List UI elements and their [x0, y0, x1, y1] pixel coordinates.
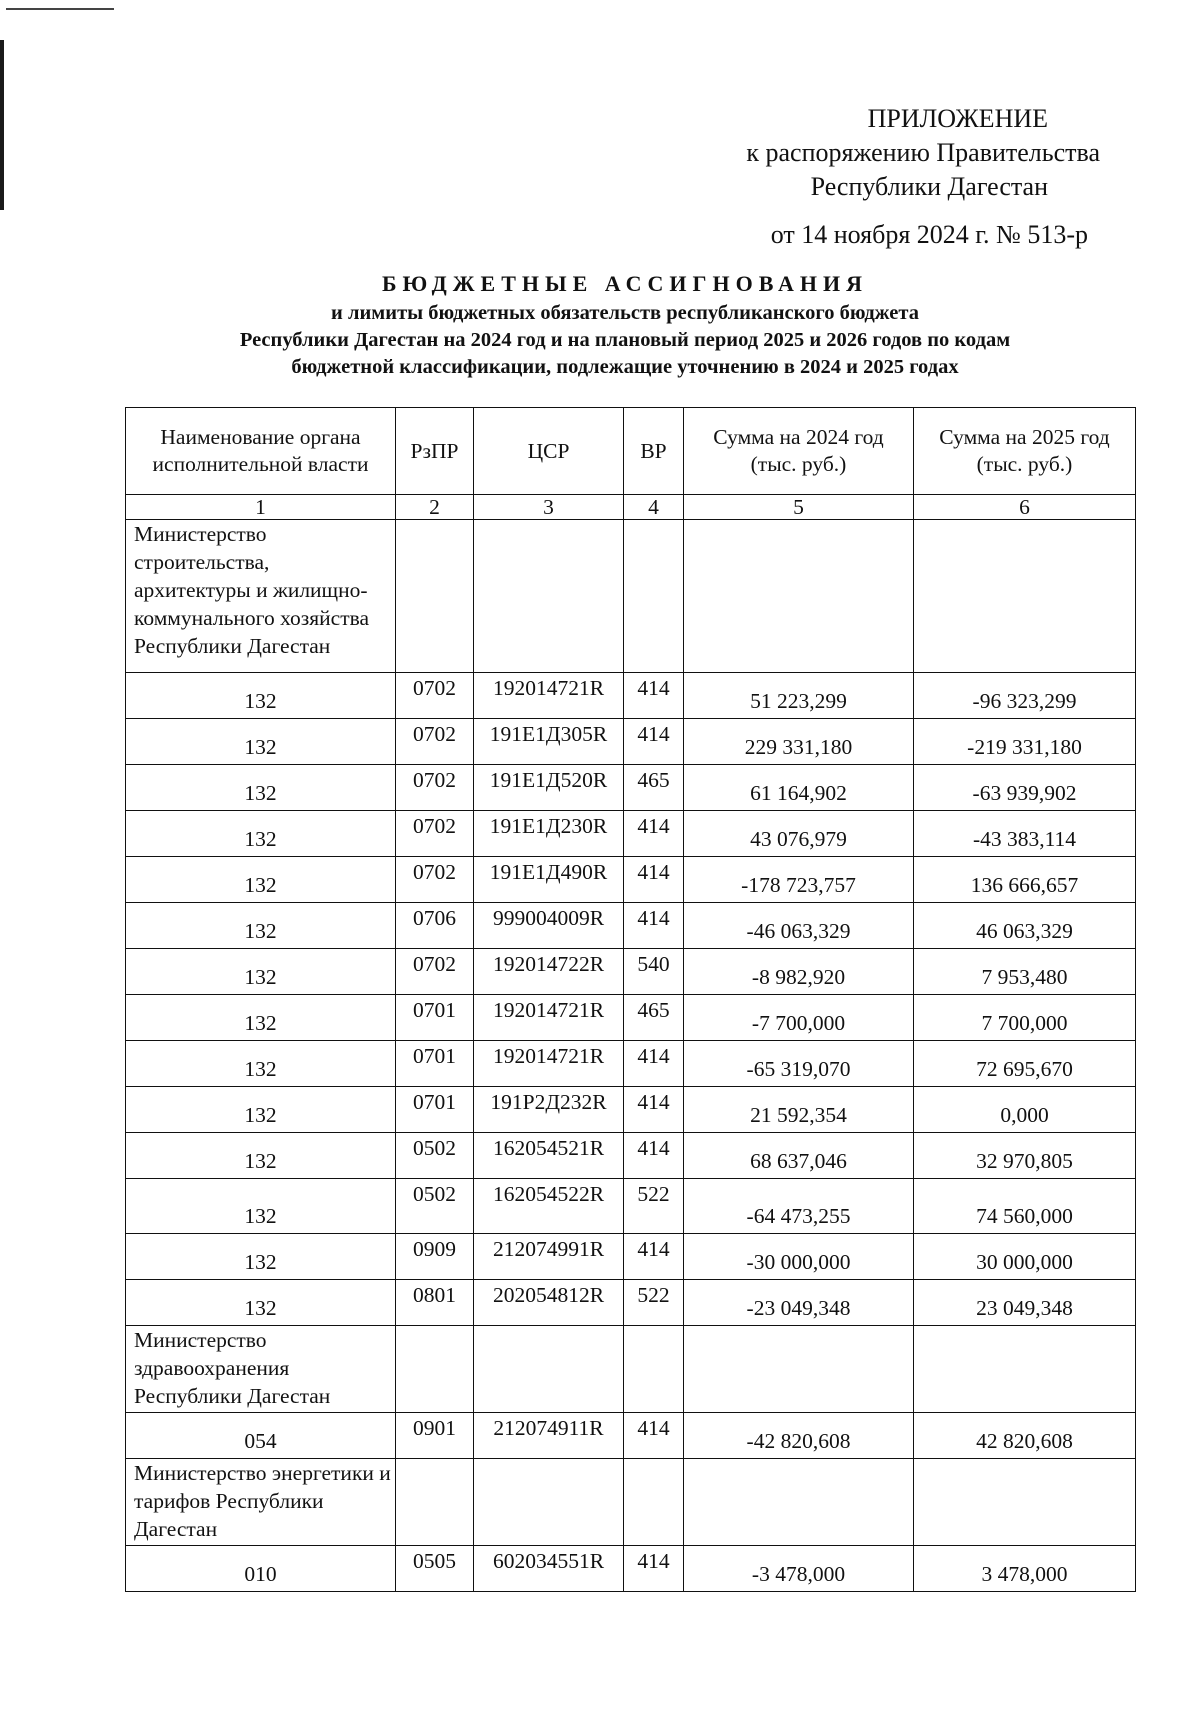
table-row	[126, 1087, 1136, 1133]
column-number: 4	[624, 495, 684, 520]
cell-sum2024: 229 331,180	[684, 719, 914, 765]
cell-csr: 191E1Д490R	[474, 857, 624, 903]
cell-sum2024: -30 000,000	[684, 1234, 914, 1280]
cell-rzpr: 0702	[396, 719, 474, 765]
cell-vr: 414	[624, 719, 684, 765]
cell-code: 132	[126, 1280, 396, 1326]
cell-sum2024: -64 473,255	[684, 1179, 914, 1234]
cell-vr: 414	[624, 811, 684, 857]
table-row	[126, 1234, 1136, 1280]
cell-rzpr: 0701	[396, 1041, 474, 1087]
table-row	[126, 719, 1136, 765]
cell-rzpr: 0701	[396, 995, 474, 1041]
scan-edge-mark	[0, 40, 4, 210]
cell-csr: 202054812R	[474, 1280, 624, 1326]
cell-rzpr: 0702	[396, 811, 474, 857]
org-row	[126, 1326, 1136, 1413]
org-row	[126, 1459, 1136, 1546]
cell-sum2024: 51 223,299	[684, 673, 914, 719]
cell-sum2025: -219 331,180	[914, 719, 1136, 765]
cell-csr: 192014721R	[474, 1041, 624, 1087]
empty-cell	[684, 520, 914, 673]
table-row	[126, 811, 1136, 857]
table-row	[126, 1413, 1136, 1459]
org-row	[126, 520, 1136, 673]
cell-code: 132	[126, 719, 396, 765]
cell-code: 132	[126, 949, 396, 995]
heading-sub-1: и лимиты бюджетных обязательств республиканского бюджета	[331, 302, 919, 324]
cell-code: 132	[126, 857, 396, 903]
cell-rzpr: 0702	[396, 673, 474, 719]
cell-csr: 162054522R	[474, 1179, 624, 1234]
appendix-republic-line: Республики Дагестан	[810, 172, 1048, 201]
cell-sum2024: -3 478,000	[684, 1546, 914, 1592]
cell-sum2024: -8 982,920	[684, 949, 914, 995]
org-name: Министерство энергетики и тарифов Республики Дагестан	[126, 1459, 396, 1546]
empty-cell	[684, 1459, 914, 1546]
table-row	[126, 995, 1136, 1041]
empty-cell	[914, 1326, 1136, 1413]
table-row	[126, 857, 1136, 903]
cell-code: 132	[126, 1087, 396, 1133]
cell-rzpr: 0502	[396, 1133, 474, 1179]
cell-vr: 522	[624, 1280, 684, 1326]
appendix-decree-line: к распоряжению Правительства	[746, 138, 1100, 167]
cell-vr: 414	[624, 1234, 684, 1280]
cell-vr: 540	[624, 949, 684, 995]
cell-csr: 162054521R	[474, 1133, 624, 1179]
empty-cell	[914, 520, 1136, 673]
table-row	[126, 673, 1136, 719]
table-row	[126, 1280, 1136, 1326]
column-number: 5	[684, 495, 914, 520]
cell-rzpr: 0909	[396, 1234, 474, 1280]
cell-rzpr: 0502	[396, 1179, 474, 1234]
cell-csr: 191E1Д305R	[474, 719, 624, 765]
heading-main: БЮДЖЕТНЫЕ АССИГНОВАНИЯ	[382, 271, 868, 296]
cell-vr: 465	[624, 995, 684, 1041]
empty-cell	[624, 1326, 684, 1413]
header-sum-2024: Сумма на 2024 год (тыс. руб.)	[684, 408, 914, 495]
cell-vr: 414	[624, 857, 684, 903]
cell-sum2024: 43 076,979	[684, 811, 914, 857]
cell-csr: 192014721R	[474, 995, 624, 1041]
header-org: Наименование органа исполнительной власти	[126, 408, 396, 495]
table-row	[126, 1546, 1136, 1592]
cell-code: 132	[126, 995, 396, 1041]
empty-cell	[624, 1459, 684, 1546]
column-number: 2	[396, 495, 474, 520]
heading-sub-2: Республики Дагестан на 2024 год и на плановый период 2025 и 2026 годов по кодам	[239, 329, 1011, 351]
cell-csr: 192014722R	[474, 949, 624, 995]
cell-code: 132	[126, 811, 396, 857]
empty-cell	[396, 1459, 474, 1546]
cell-vr: 465	[624, 765, 684, 811]
cell-sum2025: -43 383,114	[914, 811, 1136, 857]
cell-vr: 414	[624, 1546, 684, 1592]
cell-rzpr: 0702	[396, 765, 474, 811]
cell-sum2024: -23 049,348	[684, 1280, 914, 1326]
cell-rzpr: 0706	[396, 903, 474, 949]
appendix-block	[680, 102, 1100, 252]
empty-cell	[914, 1459, 1136, 1546]
appendix-date: от 14 ноября 2024 г. № 513-р	[770, 220, 1088, 249]
cell-sum2024: 21 592,354	[684, 1087, 914, 1133]
cell-code: 132	[126, 765, 396, 811]
org-name: Министерство строительства, архитектуры и жилищно-коммунального хозяйства Республики Дагестан	[126, 520, 396, 673]
header-sum-2025: Сумма на 2025 год (тыс. руб.)	[914, 408, 1136, 495]
cell-csr: 999004009R	[474, 903, 624, 949]
cell-rzpr: 0505	[396, 1546, 474, 1592]
cell-sum2025: 0,000	[914, 1087, 1136, 1133]
cell-code: 132	[126, 1234, 396, 1280]
empty-cell	[684, 1326, 914, 1413]
cell-sum2025: 72 695,670	[914, 1041, 1136, 1087]
appendix-title: ПРИЛОЖЕНИЕ	[867, 104, 1048, 133]
table-row	[126, 949, 1136, 995]
cell-code: 132	[126, 1133, 396, 1179]
header-csr: ЦСР	[474, 408, 624, 495]
cell-sum2024: 61 164,902	[684, 765, 914, 811]
cell-sum2025: 42 820,608	[914, 1413, 1136, 1459]
cell-sum2025: 7 700,000	[914, 995, 1136, 1041]
empty-cell	[396, 1326, 474, 1413]
cell-sum2025: 74 560,000	[914, 1179, 1136, 1234]
cell-sum2024: -46 063,329	[684, 903, 914, 949]
cell-sum2025: -96 323,299	[914, 673, 1136, 719]
table-row	[126, 1133, 1136, 1179]
cell-sum2024: -42 820,608	[684, 1413, 914, 1459]
cell-sum2025: 136 666,657	[914, 857, 1136, 903]
document-heading	[110, 268, 1140, 381]
cell-csr: 602034551R	[474, 1546, 624, 1592]
table-header-row	[126, 408, 1136, 495]
cell-code: 132	[126, 1041, 396, 1087]
scan-top-mark	[6, 8, 114, 10]
cell-csr: 191Р2Д232R	[474, 1087, 624, 1133]
empty-cell	[474, 1459, 624, 1546]
cell-rzpr: 0801	[396, 1280, 474, 1326]
cell-sum2025: 32 970,805	[914, 1133, 1136, 1179]
cell-vr: 522	[624, 1179, 684, 1234]
table-row	[126, 1179, 1136, 1234]
cell-vr: 414	[624, 1041, 684, 1087]
cell-vr: 414	[624, 1133, 684, 1179]
column-number: 3	[474, 495, 624, 520]
cell-rzpr: 0702	[396, 949, 474, 995]
table-row	[126, 1041, 1136, 1087]
cell-sum2024: 68 637,046	[684, 1133, 914, 1179]
cell-vr: 414	[624, 1087, 684, 1133]
cell-sum2024: -7 700,000	[684, 995, 914, 1041]
org-name: Министерство здравоохранения Республики Дагестан	[126, 1326, 396, 1413]
cell-rzpr: 0701	[396, 1087, 474, 1133]
empty-cell	[474, 520, 624, 673]
cell-sum2025: 30 000,000	[914, 1234, 1136, 1280]
cell-sum2024: -178 723,757	[684, 857, 914, 903]
cell-sum2025: -63 939,902	[914, 765, 1136, 811]
empty-cell	[624, 520, 684, 673]
cell-sum2024: -65 319,070	[684, 1041, 914, 1087]
empty-cell	[396, 520, 474, 673]
cell-code: 132	[126, 673, 396, 719]
cell-vr: 414	[624, 673, 684, 719]
cell-sum2025: 7 953,480	[914, 949, 1136, 995]
cell-csr: 191E1Д230R	[474, 811, 624, 857]
cell-vr: 414	[624, 1413, 684, 1459]
column-number-row	[126, 495, 1136, 520]
cell-sum2025: 23 049,348	[914, 1280, 1136, 1326]
cell-code: 132	[126, 903, 396, 949]
header-rzpr: РзПР	[396, 408, 474, 495]
header-vr: ВР	[624, 408, 684, 495]
heading-sub-3: бюджетной классификации, подлежащие уточнению в 2024 и 2025 годах	[291, 356, 959, 378]
column-number: 6	[914, 495, 1136, 520]
cell-sum2025: 46 063,329	[914, 903, 1136, 949]
cell-sum2025: 3 478,000	[914, 1546, 1136, 1592]
table-row	[126, 765, 1136, 811]
cell-csr: 192014721R	[474, 673, 624, 719]
column-number: 1	[126, 495, 396, 520]
cell-code: 010	[126, 1546, 396, 1592]
empty-cell	[474, 1326, 624, 1413]
cell-rzpr: 0702	[396, 857, 474, 903]
table-row	[126, 903, 1136, 949]
cell-csr: 191E1Д520R	[474, 765, 624, 811]
cell-csr: 212074911R	[474, 1413, 624, 1459]
budget-table	[125, 407, 1136, 1592]
cell-vr: 414	[624, 903, 684, 949]
cell-rzpr: 0901	[396, 1413, 474, 1459]
cell-code: 132	[126, 1179, 396, 1234]
cell-code: 054	[126, 1413, 396, 1459]
table-body	[126, 520, 1136, 1592]
cell-csr: 212074991R	[474, 1234, 624, 1280]
